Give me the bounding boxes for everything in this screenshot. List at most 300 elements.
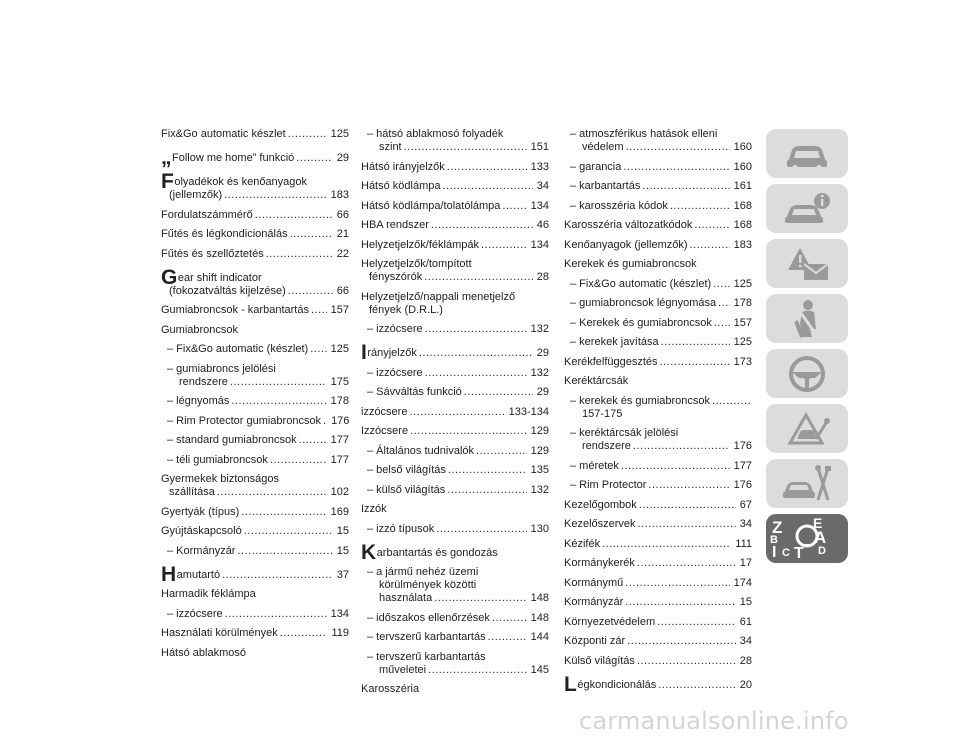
page-number[interactable]: 151 <box>530 141 549 153</box>
index-entry[interactable] <box>564 427 752 453</box>
index-entry[interactable] <box>361 200 549 213</box>
index-entry[interactable] <box>161 395 349 408</box>
entry-text: Helyzetjelzők/tompított <box>361 258 472 270</box>
index-entry[interactable] <box>361 128 549 154</box>
dot-leader <box>488 631 527 644</box>
entry-text: – garancia <box>570 160 622 173</box>
dot-leader <box>225 608 327 621</box>
entry-text: – karbantartás <box>570 180 641 192</box>
index-entry[interactable] <box>361 239 549 252</box>
section-initial: K <box>361 540 377 564</box>
entry-text: Karbantartás és gondozás <box>361 540 498 564</box>
index-entry[interactable] <box>361 651 549 677</box>
entry-text: Kerékfelfüggesztés <box>564 355 658 368</box>
dot-leader <box>409 406 504 419</box>
page-number[interactable]: 34 <box>739 518 752 530</box>
page-number[interactable]: 135 <box>530 464 549 476</box>
index-entry[interactable] <box>564 518 752 531</box>
page-number[interactable]: 134 <box>330 607 349 620</box>
index-entry[interactable] <box>564 317 752 330</box>
dot-leader <box>266 248 333 261</box>
index-entry[interactable] <box>361 258 549 284</box>
entry-text: körülmények közötti <box>379 579 477 591</box>
page-number[interactable]: 29 <box>336 152 349 164</box>
index-column-1 <box>161 128 349 666</box>
index-entry[interactable] <box>361 445 549 458</box>
chapter-tab-info[interactable] <box>766 184 848 233</box>
dot-leader <box>718 297 730 310</box>
page-number[interactable]: 29 <box>536 347 549 359</box>
page-number[interactable]: 176 <box>733 479 752 491</box>
entry-text: Gear shift indicator <box>161 265 262 289</box>
page-number[interactable]: 161 <box>733 180 752 192</box>
index-letter-e: E <box>813 515 823 531</box>
entry-text: Hátsó ködlámpa <box>361 180 441 192</box>
page-number[interactable]: 134 <box>530 238 549 251</box>
entry-text: – Általános tudnivalók <box>367 444 475 457</box>
chapter-tabs <box>766 129 848 569</box>
page-number[interactable]: 15 <box>739 596 752 608</box>
chapter-tab-index[interactable] <box>766 514 848 563</box>
entry-text: – gumiabroncsok légnyomása <box>570 297 717 309</box>
page-number[interactable]: 174 <box>733 576 752 589</box>
index-entry[interactable] <box>161 647 349 660</box>
index-entry[interactable] <box>361 219 549 232</box>
entry-text: – légnyomás <box>167 395 230 407</box>
car-warning-icon <box>782 134 832 174</box>
dot-leader <box>602 538 731 551</box>
page-number[interactable]: 130 <box>530 522 549 535</box>
entry-text: – Fix&Go automatic (készlet) <box>167 343 309 355</box>
index-entry[interactable] <box>361 425 549 438</box>
dot-leader <box>404 141 527 154</box>
entry-text: rendszere <box>179 375 228 388</box>
entry-text: Gyertyák (típus) <box>161 505 240 518</box>
chapter-tab-driving[interactable] <box>766 349 848 398</box>
page-number[interactable]: 177 <box>733 459 752 472</box>
page-number[interactable]: 176 <box>733 440 752 452</box>
chapter-tab-emergency[interactable] <box>766 404 848 453</box>
index-entry[interactable] <box>161 265 349 298</box>
dot-leader <box>481 239 527 252</box>
index-entry[interactable] <box>161 525 349 538</box>
page-number[interactable]: 178 <box>733 297 752 309</box>
index-entry[interactable] <box>161 434 349 447</box>
index-entry[interactable] <box>161 228 349 241</box>
index-entry[interactable] <box>361 566 549 605</box>
index-entry[interactable] <box>361 341 549 364</box>
index-entry[interactable] <box>564 180 752 193</box>
dot-leader <box>648 479 729 492</box>
entry-text: használata <box>379 592 433 604</box>
dot-leader <box>288 285 333 298</box>
entry-text: Helyzetjelző/nappali menetjelző <box>361 290 516 303</box>
page-number[interactable]: 125 <box>733 277 752 290</box>
index-entry[interactable] <box>161 562 349 586</box>
section-initial: F <box>161 170 174 193</box>
entry-text: Gumiabroncsok <box>161 323 239 336</box>
entry-text: – izzócsere <box>367 366 423 379</box>
page-number[interactable]: 28 <box>739 654 752 667</box>
index-entry[interactable] <box>564 479 752 492</box>
page-number[interactable]: 145 <box>530 663 549 676</box>
chapter-tab-maintenance[interactable] <box>766 459 848 508</box>
page-number[interactable]: 34 <box>536 180 549 192</box>
entry-text: Gumiabroncsok - karbantartás <box>161 304 309 316</box>
entry-text: Kenőanyagok (jellemzők) <box>564 238 688 251</box>
entry-text: Keréktárcsák <box>564 375 629 387</box>
entry-text: Kormányzár <box>564 596 624 608</box>
page-number[interactable]: 20 <box>739 678 752 691</box>
entry-text: – Sávváltás funkció <box>367 386 462 398</box>
index-entry[interactable] <box>361 323 549 336</box>
index-entry[interactable] <box>161 170 349 202</box>
index-entry[interactable] <box>564 258 752 271</box>
dot-leader <box>424 271 533 284</box>
index-entry[interactable] <box>361 503 549 516</box>
dot-leader <box>492 612 527 625</box>
dot-leader <box>690 239 730 252</box>
entry-text: – külső világítás <box>367 483 446 496</box>
dot-leader <box>637 655 736 668</box>
entry-text: rendszere <box>582 440 631 452</box>
page-number[interactable]: 22 <box>336 247 349 260</box>
page-number[interactable]: 37 <box>336 568 349 581</box>
index-entry[interactable] <box>564 460 752 473</box>
index-letter-t: T <box>794 545 804 562</box>
entry-text: Kezelőgombok <box>564 498 637 511</box>
entry-text: – karosszéria kódok <box>570 199 668 212</box>
dot-leader <box>670 200 730 213</box>
page-number[interactable]: 61 <box>739 615 752 628</box>
dot-leader <box>447 161 527 174</box>
entry-text: Környezetvédelem <box>564 615 656 628</box>
page-number[interactable]: 132 <box>530 323 549 335</box>
car-tools-icon <box>782 464 832 504</box>
page-number[interactable]: 168 <box>733 219 752 231</box>
page-number[interactable]: 177 <box>330 434 349 446</box>
entry-text: Kerekek és gumiabroncsok <box>564 258 697 270</box>
page-number[interactable]: 132 <box>530 366 549 379</box>
dot-leader <box>476 445 527 458</box>
page-number[interactable]: 148 <box>530 611 549 624</box>
index-entry[interactable] <box>564 336 752 349</box>
index-entry[interactable] <box>564 616 752 629</box>
dot-leader <box>657 616 736 629</box>
index-entry[interactable] <box>161 506 349 519</box>
entry-text: – a jármű nehéz üzemi <box>367 566 479 578</box>
dot-leader <box>661 336 730 349</box>
dot-leader <box>712 395 750 408</box>
entry-text: Gyújtáskapcsoló <box>161 525 242 537</box>
index-entry[interactable] <box>361 406 549 419</box>
index-letter-c: C <box>782 547 790 559</box>
index-entry[interactable] <box>161 248 349 261</box>
seatbelt-person-icon <box>782 299 832 339</box>
dot-leader <box>714 317 730 330</box>
entry-text: Irányjelzők <box>361 341 417 364</box>
dot-leader <box>448 464 527 477</box>
page-number[interactable]: 183 <box>733 238 752 251</box>
page-number[interactable]: 15 <box>336 544 349 557</box>
entry-text: műveletei <box>379 663 427 676</box>
index-entry[interactable] <box>564 375 752 388</box>
index-entry[interactable] <box>161 473 349 499</box>
entry-text: Kezelőszervek <box>564 518 636 530</box>
chapter-tab-dashboard[interactable] <box>766 129 848 178</box>
dot-leader <box>288 128 327 141</box>
page-number[interactable]: 17 <box>739 557 752 569</box>
chapter-tab-messages[interactable] <box>766 239 848 288</box>
dot-leader <box>311 304 327 317</box>
index-letter-z: Z <box>772 518 783 537</box>
page-number[interactable]: 177 <box>330 453 349 466</box>
entry-text: Izzók <box>361 503 387 515</box>
index-entry[interactable] <box>161 588 349 601</box>
entry-text: Hátsó ablakmosó <box>161 646 246 659</box>
dot-leader <box>625 577 729 590</box>
dot-leader <box>241 506 326 519</box>
entry-text: izzócsere <box>361 405 408 418</box>
index-entry[interactable] <box>564 538 752 551</box>
dot-leader <box>660 356 730 369</box>
dot-leader <box>280 627 328 640</box>
entry-text: Izzócsere <box>361 425 409 437</box>
index-entry[interactable] <box>161 545 349 558</box>
index-entry[interactable] <box>361 161 549 174</box>
index-entry[interactable] <box>161 363 349 389</box>
page-number[interactable]: 29 <box>536 386 549 398</box>
page-number[interactable]: 34 <box>739 635 752 647</box>
dot-leader <box>231 395 326 408</box>
index-entry[interactable] <box>564 655 752 668</box>
index-entry[interactable] <box>361 464 549 477</box>
index-entry[interactable] <box>564 499 752 512</box>
entry-text: Fix&Go automatic készlet <box>161 128 286 140</box>
dot-leader <box>436 523 526 536</box>
entry-text: Kormánykerék <box>564 557 635 569</box>
entry-text: fények (D.R.L.) <box>369 303 443 316</box>
entry-text: Harmadik féklámpa <box>161 588 256 600</box>
page-number[interactable]: 133 <box>530 160 549 173</box>
page-number[interactable]: 133-134 <box>508 405 549 418</box>
page-number[interactable]: 157 <box>330 304 349 316</box>
steering-wheel-icon <box>782 354 832 394</box>
page-number[interactable]: 125 <box>733 336 752 348</box>
page-number[interactable]: 102 <box>330 486 349 498</box>
index-entry[interactable] <box>161 128 349 141</box>
index-letter-d: D <box>818 545 826 557</box>
entry-text: „Follow me home” funkció <box>161 146 295 169</box>
index-entry[interactable] <box>564 577 752 590</box>
index-letter-a: A <box>814 528 827 547</box>
page-number[interactable]: 125 <box>330 128 349 140</box>
index-entry[interactable] <box>564 161 752 174</box>
page-number[interactable]: 157 <box>733 316 752 329</box>
index-entry[interactable] <box>361 484 549 497</box>
entry-text: szint <box>379 141 402 153</box>
entry-text: Légkondicionálás <box>564 672 657 696</box>
index-entry[interactable] <box>361 367 549 380</box>
index-entry[interactable] <box>161 454 349 467</box>
entry-text: Gyermekek biztonságos <box>161 473 279 485</box>
entry-text: Használati körülmények <box>161 627 278 639</box>
page-number[interactable]: 125 <box>330 343 349 355</box>
dot-leader <box>244 525 333 538</box>
page-number[interactable]: 15 <box>336 525 349 537</box>
entry-text: HBA rendszer <box>361 219 429 231</box>
entry-text: Hamutartó <box>161 562 221 586</box>
index-entry[interactable] <box>564 278 752 291</box>
page-number[interactable]: 67 <box>739 498 752 511</box>
page-number[interactable]: 66 <box>336 208 349 221</box>
page-number[interactable]: 160 <box>733 160 752 173</box>
entry-text: – téli gumiabroncsok <box>167 453 268 466</box>
entry-text: (jellemzők) <box>169 189 223 201</box>
index-entry[interactable] <box>161 324 349 337</box>
entry-text: 157-175 <box>582 407 623 420</box>
page-number[interactable]: 178 <box>330 395 349 407</box>
dot-leader <box>642 180 729 193</box>
entry-text: – időszakos ellenőrzések <box>367 611 490 624</box>
index-entry[interactable] <box>161 304 349 317</box>
dot-leader <box>270 454 327 467</box>
index-entry[interactable] <box>564 395 752 421</box>
section-initial: I <box>361 341 367 364</box>
page-number[interactable]: 173 <box>733 355 752 368</box>
page-number[interactable]: 169 <box>330 505 349 518</box>
dot-leader <box>425 323 527 336</box>
dot-leader <box>713 278 729 291</box>
dot-leader <box>255 209 333 222</box>
index-entry[interactable] <box>161 146 349 169</box>
index-entry[interactable] <box>564 356 752 369</box>
page-number[interactable]: 129 <box>530 444 549 457</box>
entry-text: – tervszerű karbantartás <box>367 650 486 663</box>
entry-text: Kormánymű <box>564 576 624 589</box>
index-entry[interactable] <box>361 180 549 193</box>
page-number[interactable]: 129 <box>530 425 549 437</box>
dot-leader <box>323 415 327 428</box>
page-number[interactable]: 144 <box>530 631 549 643</box>
entry-text: Kézifék <box>564 537 601 550</box>
section-initial: G <box>161 265 178 289</box>
page-number[interactable]: 134 <box>530 199 549 212</box>
index-letter-b: B <box>770 534 778 546</box>
index-entry[interactable] <box>161 415 349 428</box>
index-entry[interactable] <box>564 672 752 696</box>
entry-text: Hátsó ködlámpa/tolatólámpa <box>361 199 501 212</box>
dot-leader <box>290 228 333 241</box>
section-initial: H <box>161 562 177 586</box>
page-number[interactable]: 21 <box>336 228 349 240</box>
index-entry[interactable] <box>564 200 752 213</box>
index-entry[interactable] <box>564 557 752 570</box>
page-number[interactable]: 119 <box>331 627 349 639</box>
index-entry[interactable] <box>564 297 752 310</box>
entry-text: – hátsó ablakmosó folyadék <box>367 128 504 140</box>
entry-text: fényszórók <box>369 271 423 283</box>
index-entry[interactable] <box>361 386 549 399</box>
dot-leader <box>633 440 730 453</box>
entry-text: – Fix&Go automatic (készlet) <box>570 277 712 290</box>
entry-text: – belső világítás <box>367 464 446 476</box>
dot-leader <box>296 152 332 165</box>
dot-leader <box>410 425 527 438</box>
entry-text: – méretek <box>570 459 619 472</box>
page-number[interactable]: 66 <box>336 284 349 297</box>
index-entry[interactable] <box>361 291 549 317</box>
index-entry[interactable] <box>361 612 549 625</box>
entry-text: Helyzetjelzők/féklámpák <box>361 238 479 251</box>
entry-text: Külső világítás <box>564 654 635 667</box>
page-number[interactable]: 111 <box>735 537 752 550</box>
car-info-icon <box>782 189 832 229</box>
dot-leader <box>627 635 736 648</box>
entry-text: Karosszéria változatkódok <box>564 219 693 231</box>
index-entry[interactable] <box>564 239 752 252</box>
index-entry[interactable] <box>361 523 549 536</box>
index-entry[interactable] <box>564 596 752 609</box>
page-number[interactable]: 132 <box>530 483 549 496</box>
page-number[interactable]: 28 <box>536 271 549 283</box>
index-entry[interactable] <box>161 209 349 222</box>
dot-leader <box>425 367 527 380</box>
entry-text: – standard gumiabroncsok <box>167 434 297 446</box>
index-entry[interactable] <box>564 128 752 154</box>
entry-text: – tervszerű karbantartás <box>367 631 486 643</box>
index-letter-i: I <box>772 544 777 561</box>
entry-text: – keréktárcsák jelölési <box>570 427 679 439</box>
dot-leader <box>625 596 735 609</box>
dot-leader <box>637 557 736 570</box>
page-number[interactable]: 46 <box>536 219 549 231</box>
entry-text: – kerekek javítása <box>570 336 659 348</box>
entry-text: – Kormányzár <box>167 544 236 557</box>
page-number[interactable]: 168 <box>733 199 752 212</box>
page-number[interactable]: 176 <box>331 414 350 427</box>
dot-leader <box>224 189 326 202</box>
page-number[interactable]: 160 <box>733 141 752 153</box>
entry-text: – gumiabroncs jelölési <box>167 362 276 375</box>
dot-leader <box>447 484 526 497</box>
dot-leader <box>428 664 527 677</box>
section-initial: „ <box>161 146 172 169</box>
index-entry[interactable] <box>361 540 549 564</box>
page-number[interactable]: 175 <box>330 375 349 388</box>
dot-leader <box>222 569 333 582</box>
index-entry[interactable] <box>361 631 549 644</box>
car-crash-warning-icon <box>782 409 832 449</box>
index-entry[interactable] <box>564 219 752 232</box>
chapter-tab-safety[interactable] <box>766 294 848 343</box>
index-entry[interactable] <box>564 635 752 648</box>
section-initial: L <box>564 672 577 696</box>
index-entry[interactable] <box>161 343 349 356</box>
page-number[interactable]: 148 <box>530 592 549 604</box>
index-entry[interactable] <box>161 627 349 640</box>
page-number[interactable]: 183 <box>330 189 349 201</box>
dot-leader <box>638 518 736 531</box>
entry-text: Központi zár <box>564 635 626 647</box>
index-entry[interactable] <box>161 608 349 621</box>
index-entry[interactable] <box>361 683 549 696</box>
entry-text: – Rim Protector <box>570 479 647 491</box>
entry-text: védelem <box>582 141 624 153</box>
index-column-3 <box>564 128 752 698</box>
watermark-text: carmanualsonline.info <box>579 707 849 735</box>
entry-text: – izzócsere <box>367 323 423 335</box>
